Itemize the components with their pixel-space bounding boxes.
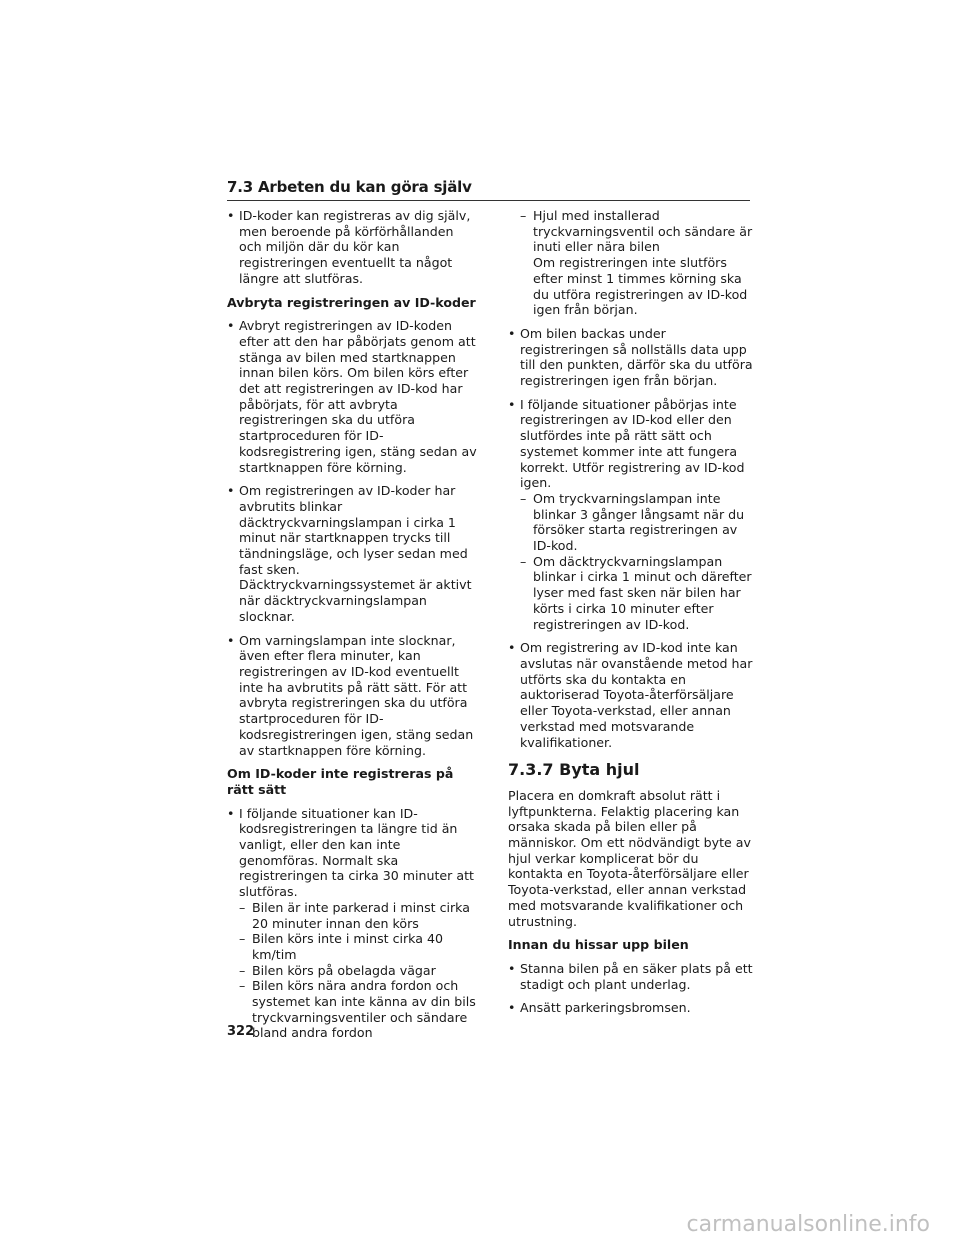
sub-list-item: – Bilen körs inte i minst cirka 40 km/tim <box>227 931 479 962</box>
sub-list-item: – Om tryckvarningslampan inte blinkar 3 gånger långsamt när du försöker starta registreringen av ID-kod. <box>508 491 753 554</box>
sub-list-item: – Bilen körs på obelagda vägar <box>227 963 479 979</box>
left-column <box>227 208 479 1041</box>
subheading-before-lifting: Innan du hissar upp bilen <box>508 937 689 953</box>
list-item: • Om bilen backas under registreringen så nollställs data upp till den punkten, därför ska du utföra registreringen igen från början. <box>508 326 753 389</box>
paragraph: Placera en domkraft absolut rätt i lyftpunkterna. Felaktig placering kan orsaka skada på bilen eller på människor. Om ett nödvändigt byte av hjul verkar komplicerat bör du kontakta en Toyota-återförsäljare eller Toyota-verkstad, eller annan verkstad med motsvarande kvalifikationer och utrustning. <box>508 787 751 929</box>
list-item: • I följande situationer kan ID-kodsregistreringen ta längre tid än vanligt, eller den kan inte genomföras. Normalt ska registreringen ta cirka 30 minuter att slutföras. <box>227 806 479 900</box>
section-title: 7.3.7 Byta hjul <box>508 760 640 780</box>
sub-list-note: Om registreringen inte slutförs efter minst 1 timmes körning ska du utföra registreringen av ID-kod igen från början. <box>533 255 748 318</box>
sub-list-item: – Hjul med installerad tryckvarningsventil och sändare är inuti eller nära bilen <box>508 208 753 255</box>
sub-list-item: – Bilen körs nära andra fordon och systemet kan inte känna av din bils tryckvarningsventiler och sändare bland andra fordon <box>227 978 479 1041</box>
list-item: • Om varningslampan inte slocknar, även efter flera minuter, kan registreringen av ID-kod eventuellt inte ha avbrutits på rätt sätt. För att avbryta registreringen ska du utföra startproceduren för ID-kodsregistreringen igen, stäng sedan av startknappen före körning. <box>227 633 479 759</box>
list-item: • Om registrering av ID-kod inte kan avslutas när ovanstående metod har utförts ska du kontakta en auktoriserad Toyota-återförsäljare eller Toyota-verkstad, eller annan verkstad med motsvarande kvalifikationer. <box>508 640 753 750</box>
list-item: • I följande situationer påbörjas inte registreringen av ID-kod eller den slutfördes inte på rätt sätt och systemet kommer inte att fungera korrekt. Utför registrering av ID-kod igen. <box>508 397 753 491</box>
list-item: • Avbryt registreringen av ID-koden efter att den har påbörjats genom att stänga av bilen med startknappen innan bilen körs. Om bilen körs efter det att registreringen av ID-kod har påbörjats, för att avbryta registreringen ska du utföra startproceduren för ID-kodsregistrering igen, stäng sedan av startknappen före körning. <box>227 318 479 475</box>
section-header: 7.3 Arbeten du kan göra själv <box>227 178 750 201</box>
list-item: • Stanna bilen på en säker plats på ett stadigt och plant underlag. <box>508 961 753 992</box>
page-number: 322 <box>227 1024 255 1039</box>
sub-list-item: – Bilen är inte parkerad i minst cirka 20 minuter innan den körs <box>227 900 479 931</box>
subheading-cancel-registration: Avbryta registreringen av ID-koder <box>227 294 476 310</box>
list-item: • ID-koder kan registreras av dig själv, men beroende på körförhållanden och miljön där du kör kan registreringen eventuellt ta något längre att slutföras. <box>227 208 479 287</box>
list-item: • Ansätt parkeringsbromsen. <box>508 1000 753 1016</box>
subheading-not-registered: Om ID-koder inte registreras på rätt sätt <box>227 766 454 797</box>
sub-list-item: – Om däcktryckvarningslampan blinkar i cirka 1 minut och därefter lyser med fast sken när bilen har körts i cirka 10 minuter efter registreringen av ID-kod. <box>508 554 753 633</box>
right-column <box>508 208 753 1024</box>
watermark: carmanualsonline.info <box>686 1212 930 1237</box>
list-item: • Om registreringen av ID-koder har avbrutits blinkar däcktryckvarningslampan i cirka 1 minut när startknappen trycks till tändningsläge, och lyser sedan med fast sken. Däcktryckvarningssystemet är aktivt när däcktryckvarningslampan slocknar. <box>227 483 479 624</box>
